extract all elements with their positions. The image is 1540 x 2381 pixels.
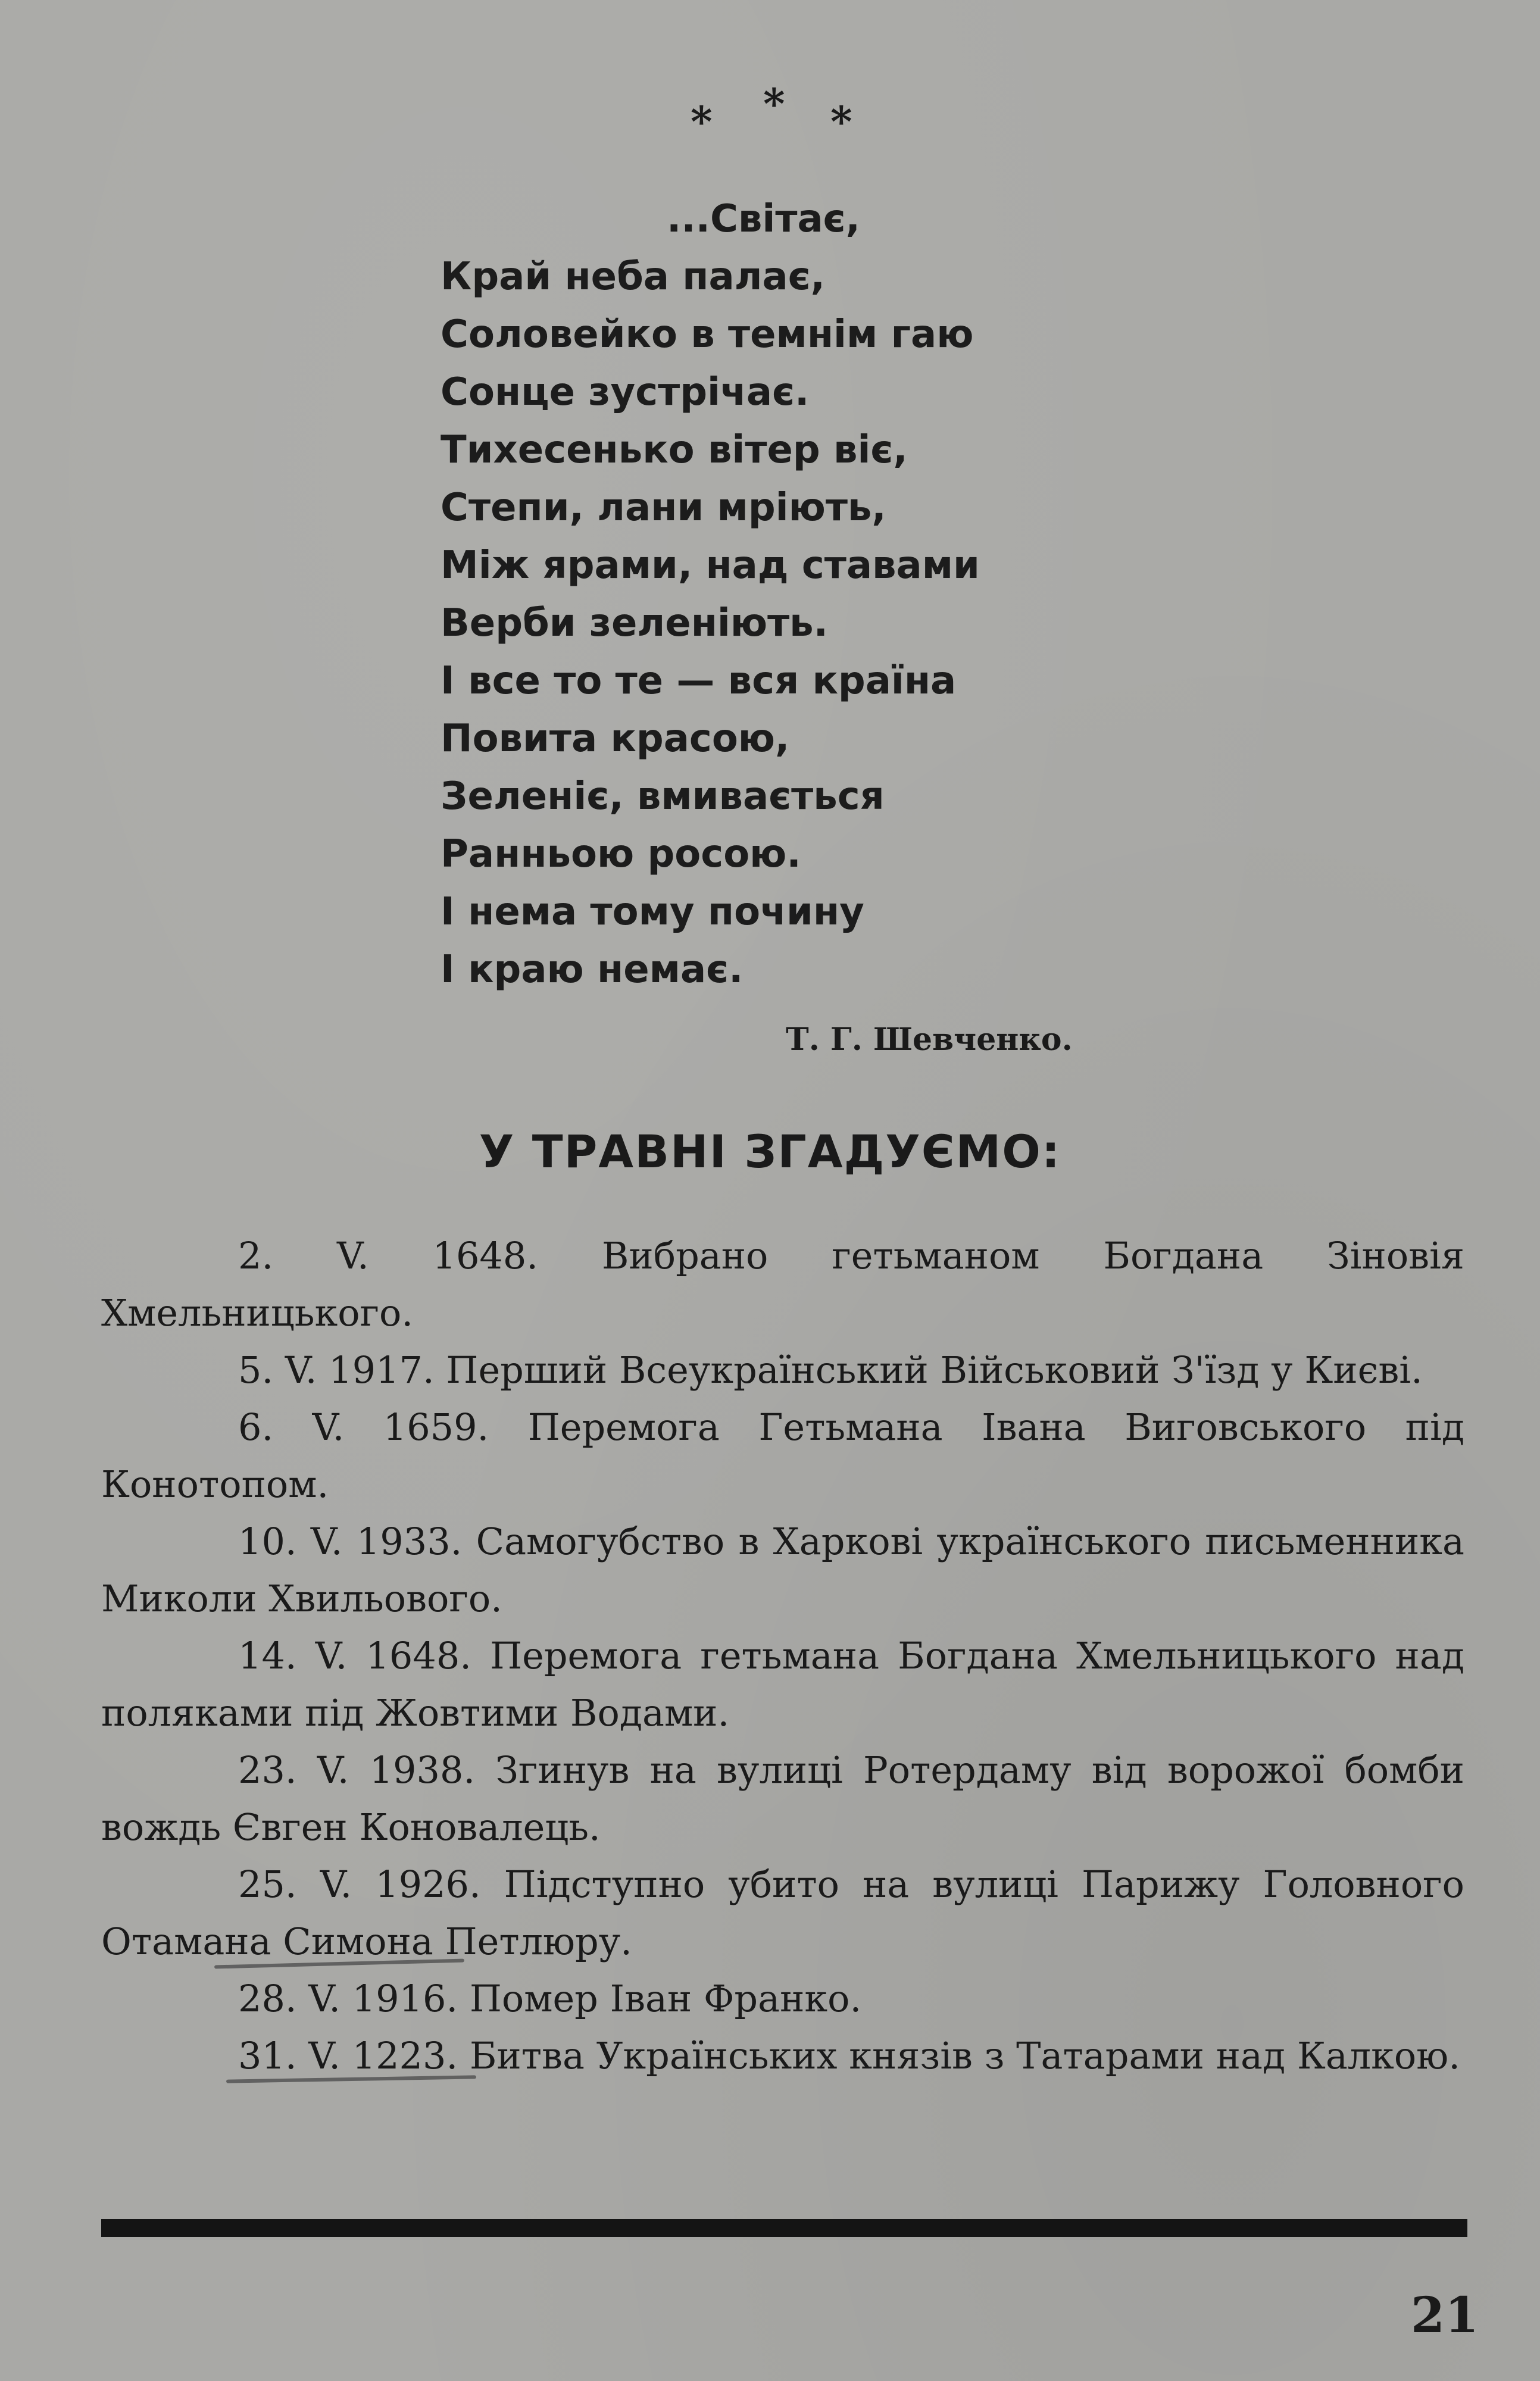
- ornament-star: *: [830, 97, 852, 146]
- event-entry: 2. V. 1648. Вибрано гетьманом Богдана Зіновія Хмельницького.: [101, 1234, 1464, 1335]
- ornament-star: *: [763, 79, 785, 129]
- poem-line: Верби зеленіють.: [441, 601, 828, 645]
- event-entry: 5. V. 1917. Перший Всеукраїнський Військовий З'їзд у Києві.: [238, 1348, 1423, 1392]
- poem-line: Ранньою росою.: [441, 832, 801, 876]
- poem-line: І краю немає.: [441, 948, 744, 992]
- poem-line: Зеленіє, вмивається: [441, 774, 885, 818]
- event-entry: 31. V. 1223. Битва Українських князів з Татарами над Калкою.: [238, 2034, 1460, 2077]
- poem-line: Сонце зустрічає.: [441, 370, 810, 414]
- poem: [441, 190, 1214, 999]
- poem-line: І все то те — вся країна: [441, 659, 957, 703]
- ornament-star: *: [691, 97, 713, 146]
- poem-line: І нема тому почину: [441, 890, 864, 934]
- events-list: [101, 1227, 1464, 2085]
- page-number: 21: [1411, 2287, 1479, 2344]
- event-entry: 6. V. 1659. Перемога Гетьмана Івана Виговського під Конотопом.: [101, 1405, 1464, 1506]
- event-entry: 14. V. 1648. Перемога гетьмана Богдана Хмельницького над поляками під Жовтими Водами.: [101, 1634, 1464, 1735]
- horizontal-rule: [101, 2219, 1467, 2237]
- asterism-ornament: [0, 79, 1540, 155]
- poem-line: Повита красою,: [441, 717, 790, 761]
- event-entry: 10. V. 1933. Самогубство в Харкові українського письменника Миколи Хвильового.: [101, 1520, 1464, 1620]
- poem-line: Соловейко в темнім гаю: [441, 313, 974, 357]
- event-entry: 23. V. 1938. Згинув на вулиці Ротердаму від ворожої бомби вождь Євген Коновалець.: [101, 1748, 1464, 1849]
- poem-line: Між ярами, над ставами: [441, 543, 980, 588]
- event-entry: 28. V. 1916. Помер Іван Франко.: [238, 1977, 862, 2020]
- poem-line: ...Світає,: [667, 197, 860, 241]
- poem-line: Тихесенько вітер віє,: [441, 428, 908, 472]
- section-heading: У ТРАВНІ ЗГАДУЄМО:: [479, 1125, 1061, 1178]
- event-entry: 25. V. 1926. Підступно убито на вулиці Парижу Головного Отамана Симона Петлюру.: [101, 1863, 1464, 1963]
- poem-author: Т. Г. Шевченко.: [786, 1021, 1073, 1058]
- poem-line: Степи, лани мріють,: [441, 486, 886, 530]
- poem-line: Край неба палає,: [441, 255, 825, 299]
